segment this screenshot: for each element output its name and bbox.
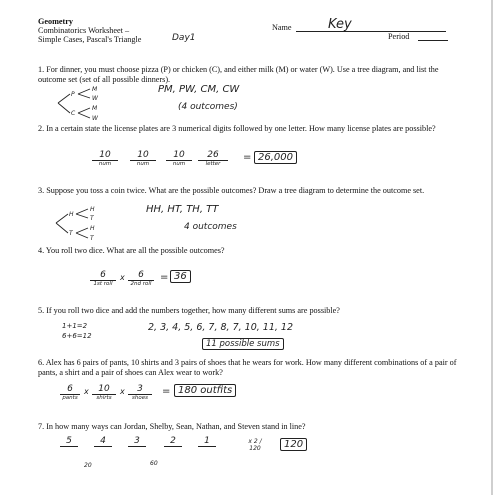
q7-slot-5-value: 1 [198,436,216,447]
q5-text: 5. If you roll two dice and add the numbers together, how many different sums are possible? [38,306,340,315]
q2-factor-1 [92,150,118,168]
q7-under-mark-1: 20 [84,462,92,469]
q1-tree-diagram [56,86,116,122]
q5-work-high: 6+6=12 [62,332,92,340]
q6-text: 6. Alex has 6 pairs of pants, 10 shirts and 3 pairs of shoes that he wears for work. How many different combinations of a pair of pants, a shirt and a pair of shoes can Alex wear to work? [38,358,457,377]
q1-tree-root-b: C [71,110,76,117]
q6-operator-1: x [84,387,89,396]
q5-answer: 11 possible sums [202,338,284,350]
q3-answer-set: HH, HT, TH, TT [146,204,219,215]
q1-tree-leaf-2: W [92,95,98,102]
subject-title: Geometry [38,17,74,26]
name-label: Name [272,23,292,32]
q6-factor-1-value: 6 [60,384,80,395]
q1-answer-set: PM, PW, CM, CW [158,84,240,95]
name-value: Key [328,17,352,32]
q7-answer: 120 [280,438,307,451]
q6-answer: 180 outfits [174,384,236,397]
q6-factor-1-label: pants [62,395,78,401]
q3-tree-diagram [54,206,114,242]
q4-factor-2 [128,270,154,288]
q7-slot-3 [128,436,146,447]
q4-factor-1-value: 6 [90,270,116,281]
q7-slot-2 [94,436,112,447]
q3-tree-leaf-1: H [90,206,95,213]
q6-factor-2-label: shirts [96,395,112,401]
q2-text: 2. In a certain state the license plates are 3 numerical digits followed by one letter. How many license plates are possible? [38,124,436,133]
q6-operator-2: x [120,387,125,396]
q1-tree-leaf-3: M [92,105,98,112]
q3-text: 3. Suppose you toss a coin twice. What are the possible outcomes? Draw a tree diagram to determine the outcome set. [38,186,425,195]
q6-factor-3 [128,384,152,402]
q6-factor-1 [60,384,80,402]
q4-operator: x [120,273,125,282]
worksheet-title: Combinatorics Worksheet – [38,26,130,35]
q2-factor-4-value: 26 [198,150,228,161]
q2-factor-3-value: 10 [166,150,192,161]
q1-tree-root-a: P [71,91,75,98]
q4-factor-1-label: 1st roll [93,281,113,287]
period-line [418,40,448,41]
q4-equals: = [160,272,169,283]
q3-tree-leaf-2: T [90,215,94,222]
q7-under-mark-2: 60 [150,460,158,467]
q1-text: 1. For dinner, you must choose pizza (P) or chicken (C), and either milk (M) or water (W). Use a tree diagram, and list the outcome set (set of all possible dinners). [38,65,439,84]
q2-factor-2-value: 10 [130,150,156,161]
q4-answer: 36 [170,270,191,283]
q2-answer: 26,000 [254,151,297,164]
q7-slot-1-value: 5 [60,436,78,447]
q3-tree-leaf-3: H [90,225,95,232]
q7-side-work: x 2 / 120 [248,438,262,452]
page-edge-shadow [491,0,493,495]
q5-sums: 2, 3, 4, 5, 6, 7, 8, 7, 10, 11, 12 [148,322,294,333]
q4-factor-2-label: 2nd roll [130,281,152,287]
q2-factor-3 [166,150,192,168]
q2-factor-3-label: num [172,161,186,167]
q7-slot-1 [60,436,78,447]
q4-text: 4. You roll two dice. What are all the possible outcomes? [38,246,225,255]
q2-factor-4-label: letter [205,161,221,167]
day-note: Day1 [172,33,196,43]
q4-factor-1 [90,270,116,288]
q1-tree-leaf-1: M [92,86,98,93]
q7-slot-4-value: 2 [164,436,182,447]
q1-tree-leaf-4: W [92,115,98,122]
q1-answer-count: (4 outcomes) [178,102,238,112]
q6-factor-2-value: 10 [92,384,116,395]
q6-factor-2 [92,384,116,402]
q2-factor-2 [130,150,156,168]
q7-text: 7. In how many ways can Jordan, Shelby, Sean, Nathan, and Steven stand in line? [38,422,306,431]
period-label: Period [388,32,410,41]
q6-factor-3-label: shoes [132,395,148,401]
q6-equals: = [162,386,171,397]
worksheet-topic: Simple Cases, Pascal's Triangle [38,35,142,44]
q5-work-low: 1+1=2 [62,322,88,330]
q2-factor-2-label: num [136,161,150,167]
q3-tree-root-a: H [69,211,74,218]
q3-answer-count: 4 outcomes [184,222,237,232]
q2-factor-4 [198,150,228,168]
q7-slot-4 [164,436,182,447]
q7-slot-3-value: 3 [128,436,146,447]
q2-factor-1-label: num [98,161,112,167]
q7-slot-5 [198,436,216,447]
name-line [296,31,446,32]
q3-tree-leaf-4: T [90,235,94,242]
q6-factor-3-value: 3 [128,384,152,395]
q4-factor-2-value: 6 [128,270,154,281]
q7-slot-2-value: 4 [94,436,112,447]
q2-equals: = [243,152,252,163]
q2-factor-1-value: 10 [92,150,118,161]
q3-tree-root-b: T [69,230,73,237]
